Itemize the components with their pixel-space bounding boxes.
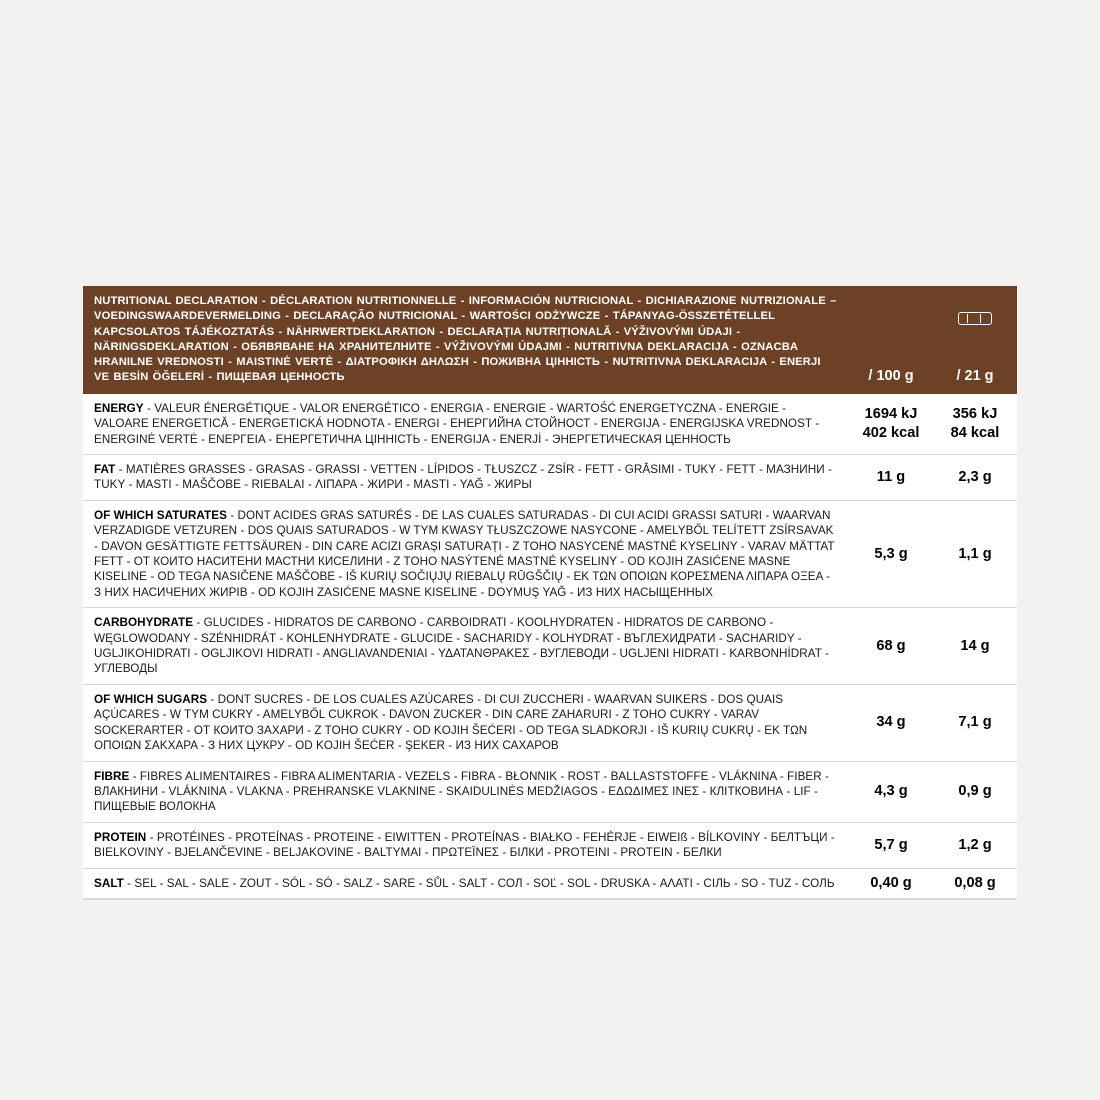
- nutrient-name: OF WHICH SUGARS: [94, 692, 208, 706]
- nutrient-translations: - DONT SUCRES - DE LOS CUALES AZÚCARES - DI CUI ZUCCHERI - WAARVAN SUIKERS - DOS QUAIS AÇÚCARES - W TYM CUKRY - AMELYBŐL CUKROK - DAVON ZUCKER - DIN CARE ZAHARURI - Z TOHO CUKRY - VARAV SOCKERARTER - ОТ КОИТО ЗАХАРИ - Z TOHO CUKRY - OD KOJIH ŠEĆERI - OD TEGA SLADKORJI - IŠ KURIŲ CUKRŲ - ΕΚ ΤΩΝ ΟΠΟΙΩΝ ΣΑΚΧΑΡΑ - З НИХ ЦУКРУ - OD KOJIH ŠEĆER - ŞEKER - ИЗ НИХ САХАРОВ: [94, 692, 808, 753]
- header-language-list: NUTRITIONAL DECLARATION - DÉCLARATION NUTRITIONNELLE - INFORMACIÓN NUTRICIONAL - DICHIARAZIONE NUTRIZIONALE – VOEDINGSWAARDEVERMELDING - DECLARAÇÃO NUTRICIONAL - WARTOŚCI ODŻYWCZE - TÁPANYAG-ÖSSZETÉTELLEL KAPCSOLATOS TÁJÉKOZTATÁS - NÄHRWERTDEKLARATION - DECLARAȚIA NUTRIȚIONALĂ - VÝŽIVOVÝMI ÚDAJI - NÄRINGSDEKLARATION - ОБЯВЯВАНЕ НА ХРАНИТЕЛНИТЕ - VÝŽIVOVÝMI ÚDAJMI - NUTRITIVNA DEKLARACIJA - OZNACBA HRANILNE VREDNOSTI - MAISTINĖ VERTĖ - ΔΙΑΤΡΟΦΙΚΗ ΔΗΛΩΣΗ - ПОЖИВНА ЦІННІСТЬ - NUTRITIVNA DEKLARACIJA - ENERJI VE BESİN ÖĞELERİ - ПИЩЕВАЯ ЦЕННОСТЬ: [94, 295, 837, 384]
- value-per-100g: 34 g: [876, 714, 906, 731]
- nutrient-name: OF WHICH SATURATES: [94, 508, 227, 522]
- table-row: [83, 685, 1017, 762]
- nutrient-translations: - FIBRES ALIMENTAIRES - FIBRA ALIMENTARIA - VEZELS - FIBRA - BŁONNIK - ROST - BALLASTSTOFFE - VLÁKNINA - FIBER - ВЛАКНИНИ - VLÁKNINA - VLAKNA - PREHRANSKE VLAKNINE - SKAIDULINĖS MEDŽIAGOS - ΕΔΩΔΙΜΕΣ ΙΝΕΣ - КЛІТКОВИНА - LIF - ПИЩЕВЫЕ ВОЛОКНА: [94, 769, 829, 814]
- nutrient-translations: - PROTÉINES - PROTEÍNAS - PROTEINE - EIWITTEN - PROTEÍNAS - BIAŁKO - FEHÉRJE - EIWEIß - BÍLKOVINY - БЕЛТЪЦИ - BIELKOVINY - BJELANČEVINE - BELJAKOVINE - BALTYMAI - ΠΡΩΤΕΪΝΕΣ - БІЛКИ - PROTEINI - PROTEIN - БЕЛКИ: [94, 830, 835, 860]
- nutrient-name: PROTEIN: [94, 830, 147, 844]
- value-per-portion: 14 g: [960, 637, 990, 654]
- table-row: [83, 762, 1017, 823]
- value-per-portion: 0,08 g: [954, 874, 996, 891]
- nutrition-table: [83, 286, 1017, 900]
- nutrient-label: [83, 608, 849, 684]
- value-per-portion: 1,2 g: [958, 836, 992, 853]
- nutrient-name: CARBOHYDRATE: [94, 616, 194, 630]
- table-row: [83, 394, 1017, 455]
- value-per-100g: 5,3 g: [874, 545, 908, 562]
- value-per-portion: 7,1 g: [958, 714, 992, 731]
- table-row: [83, 455, 1017, 501]
- header-column-per-100g: [849, 286, 933, 394]
- value-per-portion: 1,1 g: [958, 545, 992, 562]
- nutrient-translations: - MATIÈRES GRASSES - GRASAS - GRASSI - VETTEN - LÍPIDOS - TŁUSZCZ - ZSÍR - FETT - GRĂSIMI - TUKY - FETT - МАЗНИНИ - TUKY - MASTI - MAŠČOBE - RIEBALAI - ΛΙΠΑΡΑ - ЖИРИ - MASTI - YAĞ - ЖИРЫ: [94, 463, 832, 492]
- value-per-portion: 0,9 g: [958, 783, 992, 800]
- value-per-100g: 5,7 g: [874, 836, 908, 853]
- header-col1-label: / 100 g: [868, 367, 914, 384]
- table-bottom-divider: [83, 899, 1017, 900]
- nutrient-translations: - GLUCIDES - HIDRATOS DE CARBONO - CARBOIDRATI - KOOLHYDRATEN - HIDRATOS DE CARBONO - WĘGLOWODANY - SZÉNHIDRÁT - KOHLENHYDRATE - GLUCIDE - SACHARIDY - KOLHYDRAT - ВЪГЛЕХИДРАТИ - SACHARIDY - UGLJIKOHIDRATI - OGLJIKOVI HIDRATI - ANGLIAVANDENIAI - ΥΔΑΤΑΝΘΡΑΚΕΣ - ВУГЛЕВОДИ - UGLJENI HIDRATI - KARBONHİDRAT - УГЛЕВОДЫ: [94, 616, 829, 676]
- table-row: [83, 823, 1017, 869]
- value-per-100g: 68 g: [876, 637, 906, 654]
- nutrient-label: [83, 394, 849, 454]
- nutrient-label: [83, 762, 849, 822]
- value-per-100g: 1694 kJ 402 kcal: [862, 405, 920, 441]
- value-per-portion: 2,3 g: [958, 468, 992, 485]
- value-per-portion: 356 kJ 84 kcal: [950, 405, 1000, 441]
- cereal-bar-icon: [958, 312, 992, 325]
- header-col2-label: / 21 g: [956, 367, 994, 384]
- value-per-100g: 0,40 g: [870, 874, 912, 891]
- nutrient-label: [83, 455, 849, 500]
- value-per-100g: 4,3 g: [874, 783, 908, 800]
- nutrient-label: [83, 501, 849, 607]
- nutrient-label: [83, 869, 849, 898]
- value-per-100g: 11 g: [876, 468, 906, 485]
- nutrient-translations: - DONT ACIDES GRAS SATURÉS - DE LAS CUALES SATURADAS - DI CUI ACIDI GRASSI SATURI - WAARVAN VERZADIGDE VETZUREN - DOS QUAIS SATURADOS - W TYM KWASY TŁUSZCZOWE NASYCONE - AMELYBŐL TELÍTETT ZSÍRSAVAK - DAVON GESÄTTIGTE FETTSÄUREN - DIN CARE ACIZI GRAȘI SATURAȚI - Z TOHO NASYCENÉ MASTNÉ KYSELINY - VARAV MÄTTAT FETT - ОТ КОИТО НАСИТЕНИ МАСТНИ КИСЕЛИНИ - Z TOHO NASÝTENÉ MASTNÉ KYSELINY - OD KOJIH ZASIĆENE MASNE KISELINE - OD TEGA NASIČENE MAŠČOBE - IŠ KURIŲ SOČIŲJŲ RIEBALŲ RŪGŠČIŲ - ΕΚ ΤΩΝ ΟΠΟΙΩΝ ΚΟΡΕΣΜΕΝΑ ΛΙΠΑΡΑ ΟΞΕΑ - З НИХ НАСИЧЕНИХ ЖИРІВ - OD KOJIH ZASIĆENE MASNE KISELINE - DOYMUŞ YAĞ - ИЗ НИХ НАСЫЩЕННЫХ: [94, 508, 835, 599]
- header-column-per-portion: [933, 286, 1017, 394]
- nutrient-name: SALT: [94, 876, 124, 890]
- nutrient-name: FAT: [94, 463, 116, 476]
- nutrient-label: [83, 685, 849, 761]
- table-row: [83, 608, 1017, 685]
- nutrient-label: [83, 823, 849, 868]
- nutrient-translations: - VALEUR ÉNERGÉTIQUE - VALOR ENERGÉTICO - ENERGIA - ENERGIE - WARTOŚĆ ENERGETYCZNA - ENERGIE - VALOARE ENERGETICĂ - ENERGETICKÁ HODNOTA - ENERGI - ЕНЕРГИЙНА СТОЙНОСТ - ENERGIJA - ENERGIJSKA VREDNOST - ENERGINĖ VERTĖ - ΕΝΕΡΓΕΙΑ - ЕНЕРГЕТИЧНА ЦІННІСТЬ - ENERGIJA - ENERJİ - ЭНЕРГЕТИЧЕСКАЯ ЦЕННОСТЬ: [94, 401, 820, 446]
- nutrient-name: FIBRE: [94, 769, 130, 783]
- table-header: [83, 286, 1017, 394]
- nutrient-translations: - SEL - SAL - SALE - ZOUT - SÓL - SÓ - SALZ - SARE - SŮL - SALT - СОЛ - SOĽ - SOL - DRUSKA - ΑΛΑΤΙ - СІЛЬ - SO - TUZ - СОЛЬ: [123, 876, 835, 890]
- table-row: [83, 869, 1017, 899]
- nutrient-name: ENERGY: [94, 401, 144, 415]
- table-row: [83, 501, 1017, 608]
